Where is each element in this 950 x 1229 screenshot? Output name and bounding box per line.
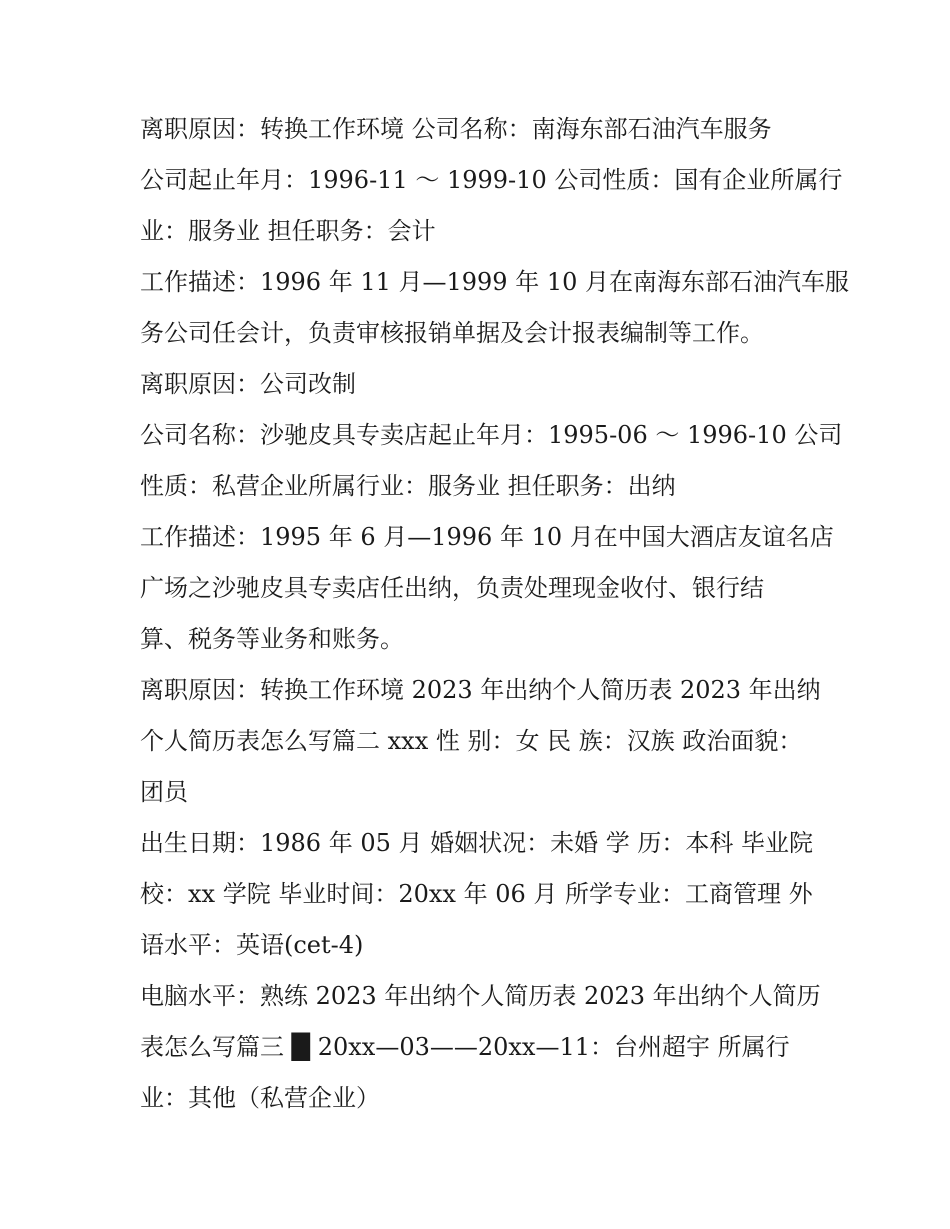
text-line: 校：xx 学院 毕业时间：20xx 年 06 月 所学专业：工商管理 外: [140, 880, 813, 908]
text-line: 出生日期：1986 年 05 月 婚姻状况：未婚 学 历：本科 毕业院: [140, 829, 814, 857]
text-line: 团员: [140, 778, 188, 806]
text-line: 表怎么写篇三 █ 20xx—03——20xx—11：台州超宇 所属行: [140, 1033, 790, 1061]
text-line: 语水平：英语(cet-4): [140, 931, 364, 959]
text-line: 离职原因：公司改制: [140, 370, 356, 398]
text-line: 业：服务业 担任职务：会计: [140, 217, 436, 245]
text-line: 离职原因：转换工作环境 公司名称：南海东部石油汽车服务: [140, 115, 772, 143]
text-line: 务公司任会计，负责审核报销单据及会计报表编制等工作。: [140, 319, 764, 347]
text-line: 算、税务等业务和账务。: [140, 625, 404, 653]
text-line: 业：其他（私营企业）: [140, 1084, 380, 1112]
text-line: 个人简历表怎么写篇二 xxx 性 别：女 民 族：汉族 政治面貌：: [140, 727, 803, 755]
text-line: 广场之沙驰皮具专卖店任出纳，负责处理现金收付、银行结: [140, 574, 764, 602]
text-line: 工作描述：1995 年 6 月—1996 年 10 月在中国大酒店友谊名店: [140, 523, 834, 551]
text-line: 公司名称：沙驰皮具专卖店起止年月：1995-06 ～ 1996-10 公司: [140, 421, 843, 449]
text-line: 公司起止年月：1996-11 ～ 1999-10 公司性质：国有企业所属行: [140, 166, 843, 194]
text-line: 电脑水平：熟练 2023 年出纳个人简历表 2023 年出纳个人简历: [140, 982, 821, 1010]
text-line: 性质：私营企业所属行业：服务业 担任职务：出纳: [140, 472, 676, 500]
text-line: 工作描述：1996 年 11 月—1999 年 10 月在南海东部石油汽车服: [140, 268, 850, 296]
document-body: [140, 104, 850, 1124]
text-line: 离职原因：转换工作环境 2023 年出纳个人简历表 2023 年出纳: [140, 676, 821, 704]
